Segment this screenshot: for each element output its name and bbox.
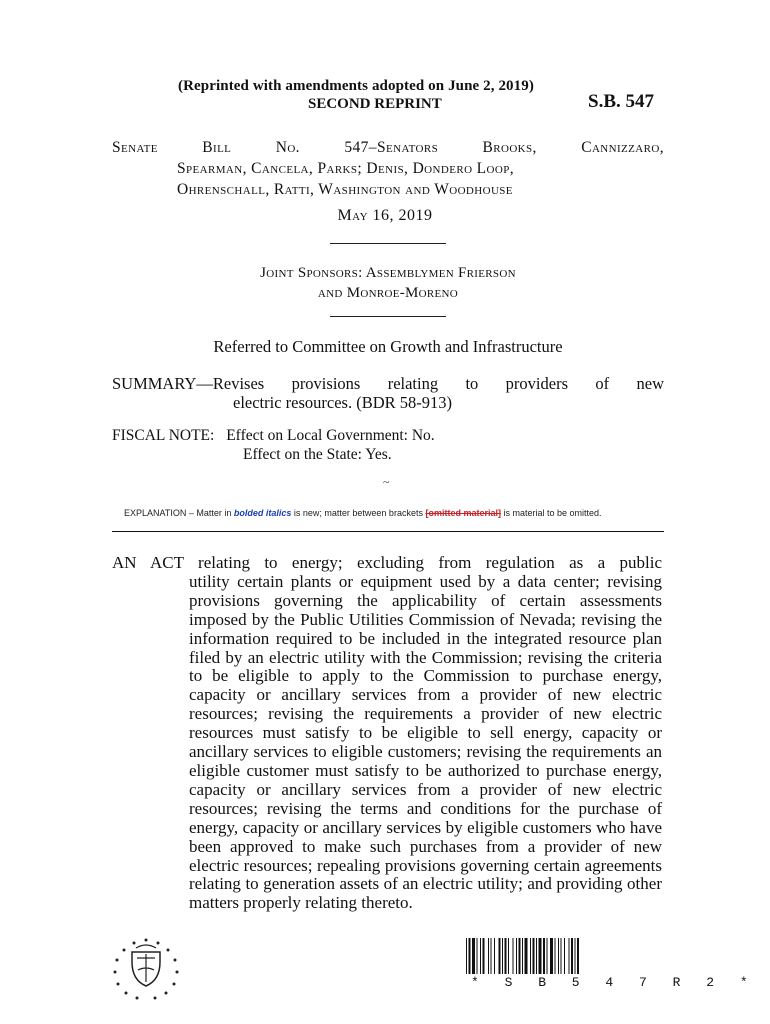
summary-line: SUMMARY—Revises provisions relating to providers of new bbox=[112, 374, 664, 393]
explanation-middle: is new; matter between brackets bbox=[291, 508, 426, 518]
joint-sponsors-line: and Monroe-Moreno bbox=[317, 285, 459, 301]
nevada-state-seal-icon bbox=[110, 936, 182, 1002]
fiscal-local: Effect on Local Government: No. bbox=[226, 427, 435, 444]
sponsor-block bbox=[112, 137, 664, 200]
bill-date: May 16, 2019 bbox=[337, 207, 433, 224]
act-text bbox=[112, 554, 662, 913]
divider bbox=[330, 316, 446, 317]
fiscal-note bbox=[112, 426, 435, 464]
explanation-bolded-italics: bolded italics bbox=[233, 508, 292, 518]
divider bbox=[330, 243, 446, 244]
explanation-prefix: EXPLANATION – Matter in bbox=[124, 508, 234, 518]
barcode-icon bbox=[466, 938, 662, 978]
committee-referral: Referred to Committee on Growth and Infrastructure bbox=[213, 337, 563, 356]
bill-number: S.B. 547 bbox=[588, 91, 654, 112]
act-first-line: AN ACT relating to energy; excluding from regulation as a public bbox=[112, 553, 662, 572]
explanation-omitted: [omitted material] bbox=[425, 508, 501, 518]
reprint-label: SECOND REPRINT bbox=[308, 96, 442, 112]
joint-sponsors bbox=[0, 263, 770, 303]
act-body: utility certain plants or equipment used by a data center; revising provisions governing the applicability of certain assessments imposed by the Public Utilities Commission of Nevada; revising the information required to be included in the integrated resource plan filed by an electric utility with the Commission; revising the criteria to be eligible to apply to the Commission to purchase energy, capacity or ancillary services from a provider of new electric resources; revising the requirements a provider of new electric resources must satisfy to be eligible to sell energy, capacity or ancillary services to eligible customers; revising the requirements an eligible customer must satisfy to be authorized to purchase energy, capacity or ancillary services from a provider of new electric resources; revising the terms and conditions for the purchase of energy, capacity or ancillary services by eligible customers who have been approved to make such purchases from a provider of new electric resources; repealing provisions governing certain agreements relating to generation assets of an electric utility; and providing other matters properly relating thereto. bbox=[189, 571, 662, 913]
explanation-suffix: is material to be omitted. bbox=[500, 508, 602, 518]
sponsor-line: Spearman, Cancela, Parks; Denis, Dondero Loop, bbox=[177, 160, 515, 177]
sponsor-line: Ohrenschall, Ratti, Washington and Woodhouse bbox=[177, 181, 513, 198]
fiscal-note-label: FISCAL NOTE: bbox=[112, 427, 215, 444]
summary bbox=[112, 374, 664, 412]
summary-line: electric resources. (BDR 58-913) bbox=[233, 393, 453, 412]
section-divider bbox=[112, 531, 664, 532]
tilde-mark: ~ bbox=[383, 475, 390, 489]
fiscal-state: Effect on the State: Yes. bbox=[243, 446, 392, 463]
reprint-note: (Reprinted with amendments adopted on June 2, 2019) bbox=[178, 78, 534, 94]
explanation bbox=[124, 508, 602, 518]
barcode-text: * S B 5 4 7 R 2 * bbox=[471, 975, 757, 990]
sponsor-line: Senate Bill No. 547–Senators Brooks, Cannizzaro, bbox=[112, 139, 664, 156]
joint-sponsors-line: Joint Sponsors: Assemblymen Frierson bbox=[260, 265, 516, 281]
